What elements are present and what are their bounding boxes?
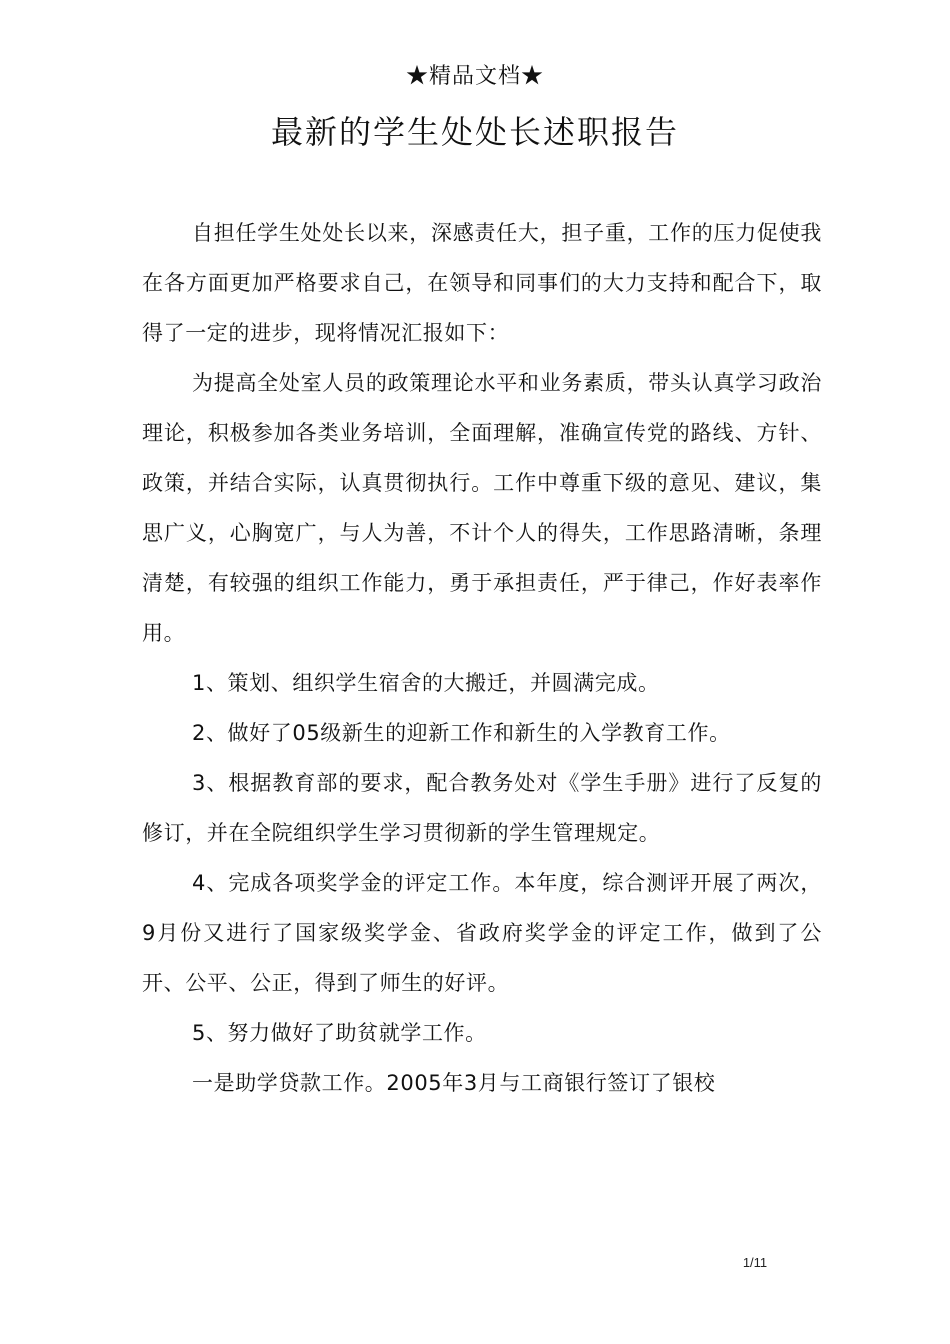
paragraph-item-5: 5、努力做好了助贫就学工作。 <box>192 1021 487 1045</box>
paragraph-intro: 自担任学生处处长以来，深感责任大，担子重，工作的压力促使我在各方面更加严格要求自己，在领导和同事们的大力支持和配合下，取得了一定的进步，现将情况汇报如下： <box>142 221 822 345</box>
document-body <box>142 208 822 1108</box>
paragraph-politics: 为提高全处室人员的政策理论水平和业务素质，带头认真学习政治理论，积极参加各类业务培训，全面理解，准确宣传党的路线、方针、政策，并结合实际，认真贯彻执行。工作中尊重下级的意见、建议，集思广义，心胸宽广，与人为善，不计个人的得失，工作思路清晰，条理清楚，有较强的组织工作能力，勇于承担责任，严于律己，作好表率作用。 <box>142 371 822 645</box>
paragraph-item-1: 1、策划、组织学生宿舍的大搬迁，并圆满完成。 <box>192 671 660 695</box>
paragraph-item-2: 2、做好了05级新生的迎新工作和新生的入学教育工作。 <box>192 721 731 745</box>
page-number: 1/11 <box>742 1255 768 1270</box>
header-mark: ★精品文档★ <box>405 64 544 89</box>
paragraph-item-3: 3、根据教育部的要求，配合教务处对《学生手册》进行了反复的修订，并在全院组织学生学习贯彻新的学生管理规定。 <box>142 771 822 845</box>
paragraph-loan: 一是助学贷款工作。2005年3月与工商银行签订了银校 <box>192 1071 716 1095</box>
paragraph-item-4: 4、完成各项奖学金的评定工作。本年度，综合测评开展了两次，9月份又进行了国家级奖学金、省政府奖学金的评定工作，做到了公开、公平、公正，得到了师生的好评。 <box>142 871 822 995</box>
page-title: 最新的学生处处长述职报告 <box>270 113 679 151</box>
